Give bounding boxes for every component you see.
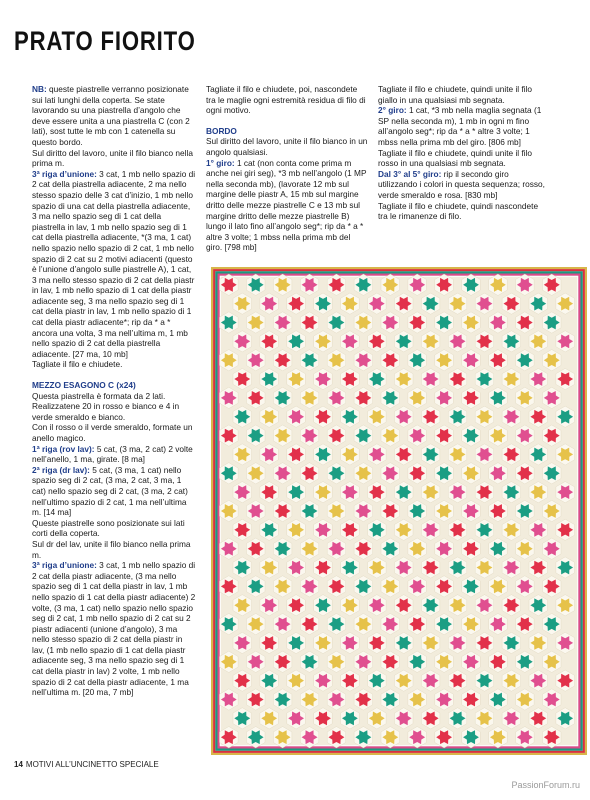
paragraph-text: 5 cat, (3 ma, 1 cat) nello spazio seg di 2 cat, (3 ma, 2 cat, 3 ma, 1 cat) nello spazio seg di 2 cat, (3 ma, 2 cat) nell’ultimo spazio di 2 cat, 1 ma nell’ultima m. [14 ma] bbox=[32, 464, 188, 518]
paragraph-text: Tagliate il filo e chiudete, quindi unite il filo giallo in una qualsiasi mb segnata. bbox=[378, 84, 533, 105]
row-label: 3ª riga d’unione: bbox=[32, 168, 97, 179]
paragraph bbox=[32, 401, 196, 422]
paragraph bbox=[378, 105, 548, 147]
blanket-photo bbox=[211, 267, 587, 755]
paragraph bbox=[206, 84, 368, 116]
paragraph-text: Sul dr del lav, unite il filo bianco nella prima m. bbox=[32, 538, 191, 560]
paragraph bbox=[32, 465, 196, 518]
paragraph-text: Sul diritto del lavoro, unite il filo bianco nella prima m. bbox=[32, 147, 193, 169]
paragraph bbox=[32, 148, 196, 169]
paragraph bbox=[32, 444, 196, 465]
paragraph-text: rip il secondo giro utilizzando i colori in questa sequenza; rosso, verde smeraldo e rosa. [830 mb] bbox=[378, 168, 545, 200]
page-footer bbox=[14, 760, 159, 769]
paragraph-text: Con il rosso o il verde smeraldo, formate un anello magico. bbox=[32, 422, 193, 443]
row-label: Dal 3° al 5° giro: bbox=[378, 168, 442, 179]
paragraph bbox=[32, 518, 196, 539]
page-number: 14 bbox=[14, 760, 23, 769]
row-label: 1ª riga (rov lav): bbox=[32, 443, 95, 454]
paragraph-text: Tagliate il filo e chiudete, quindi nascondete tra le rimanenze di filo. bbox=[378, 200, 539, 222]
paragraph bbox=[378, 84, 548, 105]
section-heading: MEZZO ESAGONO C (x24) bbox=[32, 380, 136, 391]
text-column-1 bbox=[32, 84, 196, 698]
paragraph-text: 1 cat, *3 mb nella maglia segnata (1 SP nella seconda m), 1 mb in ogni m fino all’angolo seg*; rip da * a * altre 3 volte; 1 mbss nella prima mb del giro. [806 mb] bbox=[378, 105, 542, 147]
paragraph-text: 1 cat (non conta come prima m anche nei giri seg), *3 mb nell’angolo (1 MP nella seconda mb), (lavorate 12 mb sul margine delle piastr A, 15 mb sul margine dritto delle mezze piastrelle C e 13 mb sul margine dritto delle mezze piastrelle B) lungo il lato fino all’angolo seg*; rip da * a * altre 3 volte; 1 mbss nella prima mb del giro. [798 mb] bbox=[206, 157, 367, 253]
paragraph bbox=[378, 148, 548, 169]
row-label: 1° giro: bbox=[206, 157, 235, 168]
page-title: PRATO FIORITO bbox=[14, 26, 196, 56]
watermark: PassionForum.ru bbox=[511, 780, 580, 790]
paragraph-text: Sul diritto del lavoro, unite il filo bianco in un angolo qualsiasi. bbox=[206, 136, 368, 157]
paragraph-text: Tagliate il filo e chiudete, quindi unite il filo rosso in una qualsiasi mb segnata. bbox=[378, 147, 533, 169]
paragraph-text: Queste piastrelle sono posizionate sui lati corti della coperta. bbox=[32, 517, 185, 539]
paragraph bbox=[206, 136, 368, 157]
paragraph bbox=[32, 422, 196, 443]
paragraph-text: 5 cat, (3 ma, 2 cat) 2 volte nell’anello, 1 ma, girate. [8 ma] bbox=[32, 443, 193, 465]
paragraph bbox=[32, 391, 196, 402]
paragraph-text: queste piastrelle verranno posizionate sui lati lunghi della coperta. Se state lavorando su una piastrella d’angolo che deve essere unita a una piastrella C (con 2 lati), sost tutte le mb con 1 catenella su questo bordo. bbox=[32, 84, 190, 147]
paragraph bbox=[32, 560, 196, 698]
paragraph-text: Tagliate il filo e chiudete, poi, nascondete tra le maglie ogni estremità residua di filo di ogni motivo. bbox=[206, 84, 366, 116]
row-label: 2° giro: bbox=[378, 105, 407, 116]
paragraph bbox=[32, 169, 196, 360]
paragraph bbox=[378, 169, 548, 201]
publication-name: MOTIVI ALL’UNCINETTO SPECIALE bbox=[25, 760, 159, 769]
paragraph-text: 3 cat, 1 mb nello spazio di 2 cat della piastr adiacente, (3 ma nello spazio seg di 1 cat della piastr in lav, 1 mb nello spazio di 1 cat della piastr adiacente) 2 volte, (3 ma, 1 cat) nello spazio nello spazio seg di 2 cat, 1 mb nello spazio di 2 cat su 2 piastr adiacenti (unione d’angolo), 3 ma nello stesso spazio di 2 cat della piastr in lav, (1 mb nello spazio di 1 cat della piastr adiacente seg, 3 ma nello spazio seg di 1 cat della piastr in lav) 2 volte, 1 mb nello spazio di 2 cat della piastr adiacente, 1 ma nell’ultima m. [20 ma, 7 mb] bbox=[32, 560, 196, 698]
row-label: NB: bbox=[32, 84, 47, 94]
text-column-2 bbox=[206, 84, 368, 253]
row-label: 2ª riga (dr lav): bbox=[32, 464, 90, 475]
paragraph bbox=[32, 359, 196, 370]
paragraph bbox=[206, 158, 368, 253]
paragraph-text: Questa piastrella è formata da 2 lati. bbox=[32, 390, 166, 401]
paragraph-text: Tagliate il filo e chiudete. bbox=[32, 359, 123, 370]
paragraph bbox=[32, 84, 196, 148]
row-label: 3ª riga d’unione: bbox=[32, 560, 97, 571]
text-column-3 bbox=[378, 84, 548, 222]
paragraph-text: 3 cat, 1 mb nello spazio di 2 cat della piastrella adiacente, 2 ma nello stesso spazio delle 3 cat d’inizio, 1 mb nello spazio di una cat della piastrella adiacente, 3 ma nello spazio seg di 1 cat della piastrella in lav, 1 mb nello spazio seg di 1 cat della piastrella adiacente, *(3 ma, 1 cat) nello spazio nello spazio di 2 cat, 1 mb nello spazio di 2 cat su 2 motivi adiacenti (questo è l’unione d’angolo sulle piastrelle A), 1 cat, 3 ma nello stesso spazio di 2 cat della piastr in lav, 1 mb nello spazio di 1 cat della piastr adiacente seg, 3 ma nello spazio seg di 1 cat della piastr in lav, 1 mb nello spazio di 1 cat della piastr adiacente*; rip da * a * ancora una volta, 3 ma nell’ultima m, 1 mb nello spazio di 2 cat della piastrella adiacente. [27 ma, 10 mb] bbox=[32, 168, 196, 359]
section-heading: BORDO bbox=[206, 125, 237, 136]
paragraph bbox=[378, 201, 548, 222]
paragraph bbox=[32, 539, 196, 560]
paragraph-text: Realizzatene 20 in rosso e bianco e 4 in verde smeraldo e bianco. bbox=[32, 401, 180, 422]
